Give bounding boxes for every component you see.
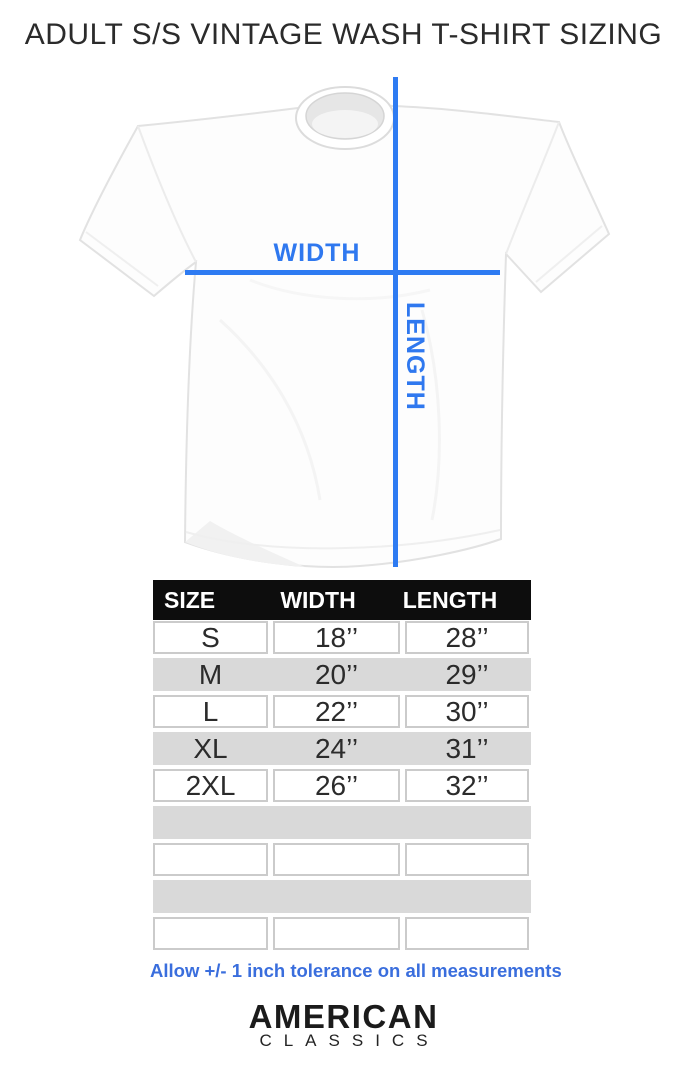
table-cell: 22’’ <box>273 695 400 728</box>
table-cell: 20’’ <box>314 658 359 690</box>
table-row-xl <box>153 732 531 765</box>
table-cell <box>273 917 400 950</box>
table-cell <box>153 917 268 950</box>
table-cell: S <box>153 621 268 654</box>
width-label: WIDTH <box>273 239 361 267</box>
table-row-l <box>153 695 531 728</box>
table-row-empty <box>153 843 531 876</box>
table-cell: 28’’ <box>405 621 529 654</box>
header-cell-size: SIZE <box>164 587 216 613</box>
table-cell <box>405 917 529 950</box>
table-row-empty <box>153 806 531 839</box>
width-measure-line <box>185 270 500 275</box>
brand-name: AMERICAN <box>248 998 439 1035</box>
table-cell: 18’’ <box>273 621 400 654</box>
tshirt-image <box>70 80 615 575</box>
brand-subname: CLASSICS <box>259 1031 440 1050</box>
collar-back-band <box>312 110 378 138</box>
table-cell: 26’’ <box>273 769 400 802</box>
size-table-header <box>153 580 531 620</box>
table-cell: L <box>153 695 268 728</box>
table-cell: 24’’ <box>314 732 359 764</box>
page-title: ADULT S/S VINTAGE WASH T-SHIRT SIZING <box>24 18 663 51</box>
table-cell <box>405 843 529 876</box>
table-cell: 32’’ <box>405 769 529 802</box>
table-row-2xl <box>153 769 531 802</box>
table-row-empty <box>153 917 531 950</box>
table-cell: 30’’ <box>405 695 529 728</box>
tshirt-body <box>80 101 609 567</box>
header-cell-width: WIDTH <box>280 587 356 613</box>
table-row-empty <box>153 880 531 913</box>
table-cell: 29’’ <box>445 658 489 690</box>
table-row-s <box>153 621 531 654</box>
table-cell: 31’’ <box>445 732 489 764</box>
length-label: LENGTH <box>401 302 429 411</box>
header-cell-length: LENGTH <box>402 587 498 613</box>
length-measure-line <box>393 77 398 567</box>
table-row-m <box>153 658 531 691</box>
table-cell: 2XL <box>153 769 268 802</box>
table-cell <box>153 843 268 876</box>
table-cell: XL <box>193 732 228 764</box>
table-cell <box>273 843 400 876</box>
table-cell: M <box>198 658 223 690</box>
tolerance-note: Allow +/- 1 inch tolerance on all measurements <box>150 960 562 981</box>
size-table <box>153 580 531 950</box>
size-table-body <box>153 621 531 950</box>
